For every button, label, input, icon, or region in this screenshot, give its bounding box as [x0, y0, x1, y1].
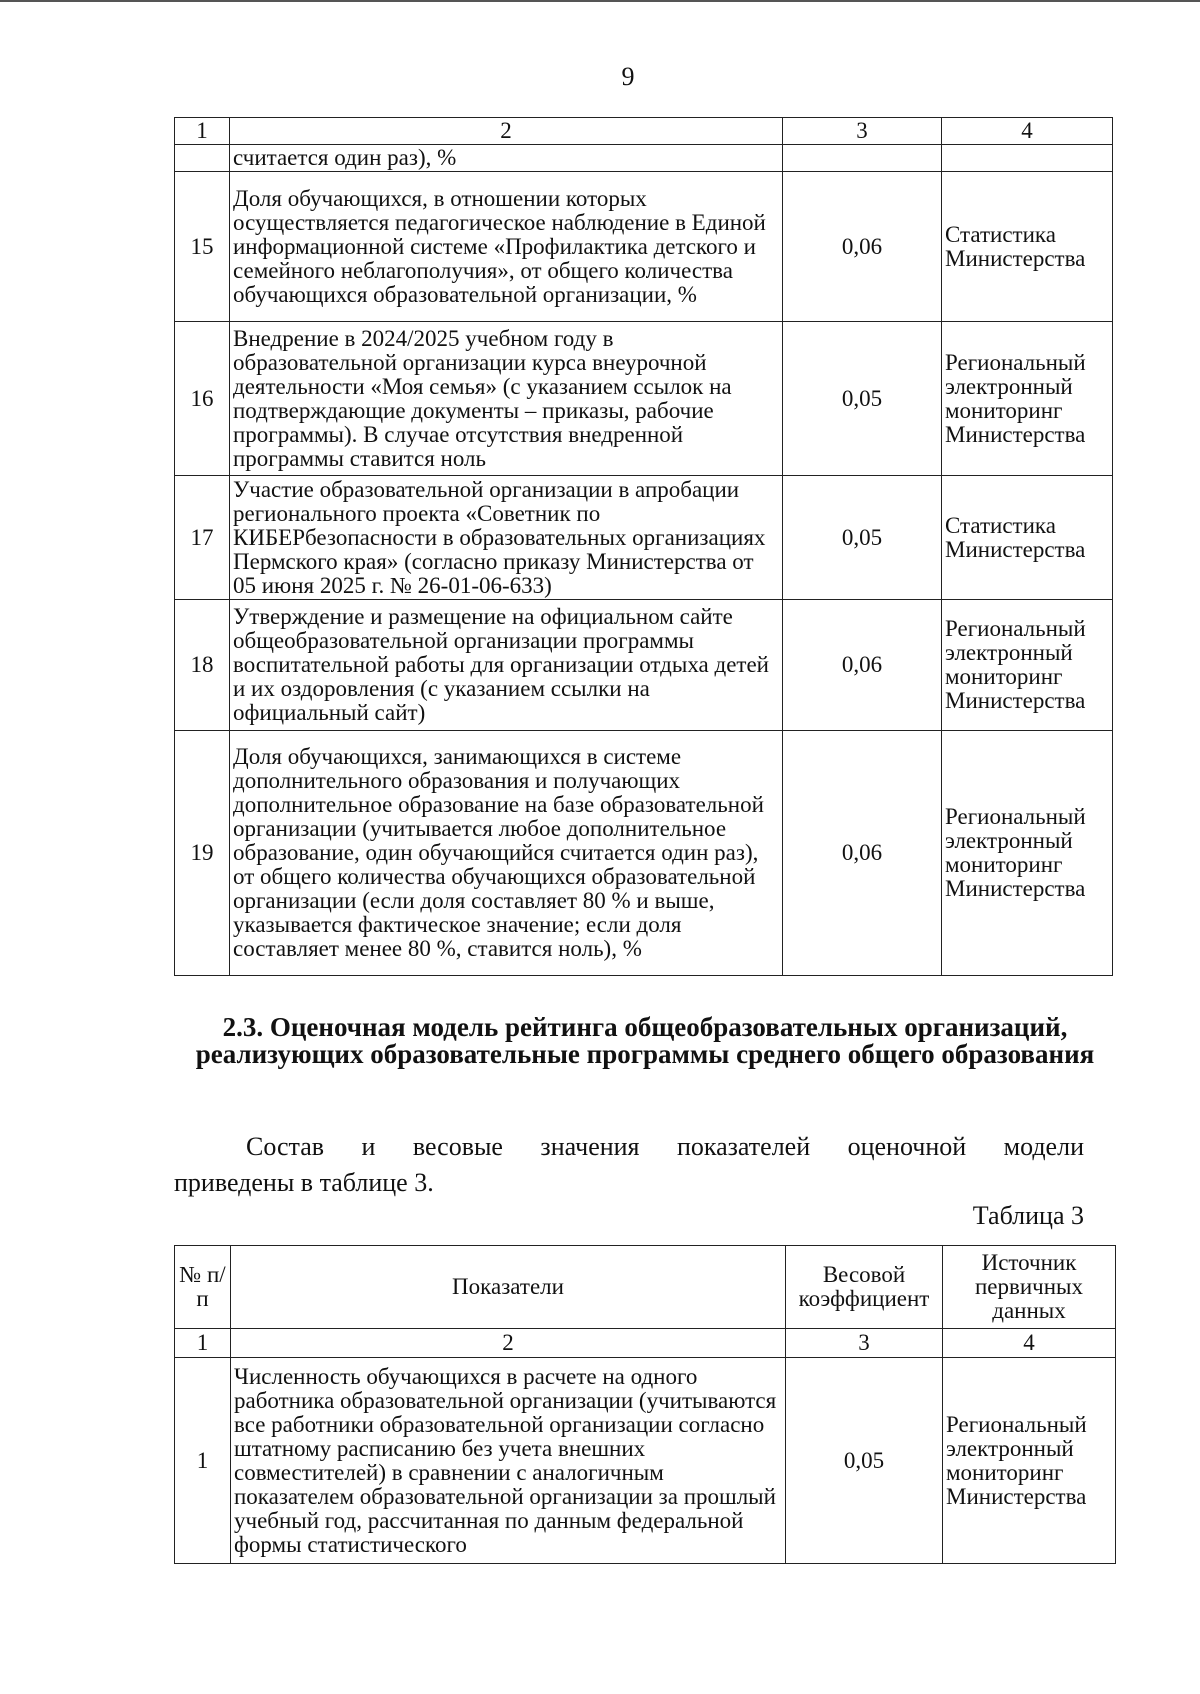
data-source	[942, 145, 1113, 172]
col-number-1: 1	[175, 1329, 231, 1358]
data-source: Региональный электронный мониторинг Министерства	[943, 1358, 1116, 1564]
indicator-text: Доля обучающихся, занимающихся в системе дополнительного образования и получающих дополнительное образование на базе образовательной организации (учитывается любое дополнительное образование, один обучающийся считается один раз), от общего количества обучающихся образовательной организации (если доля составляет 80 % и выше, указывается фактическое значение; если доля составляет менее 80 %, ставится ноль), %	[230, 731, 783, 976]
indicator-text: Численность обучающихся в расчете на одного работника образовательной организации (учитываются все работники образовательной организации согласно штатному расписанию без учета внешних совместителей) в сравнении с аналогичным показателем образовательной организации за прошлый учебный год, рассчитанная по данным федеральной формы статистического	[231, 1358, 786, 1564]
intro-paragraph	[174, 1129, 1084, 1201]
row-number: 15	[175, 172, 230, 322]
indicator-text: Доля обучающихся, в отношении которых осуществляется педагогическое наблюдение в Единой информационной системе «Профилактика детского и семейного неблагополучия», от общего количества обучающихся образовательной организации, %	[230, 172, 783, 322]
col-number-4: 4	[943, 1329, 1116, 1358]
table-head-row	[175, 1246, 1116, 1329]
row-number: 16	[175, 322, 230, 476]
row-number	[175, 145, 230, 172]
row-number: 19	[175, 731, 230, 976]
col-number-2: 2	[231, 1329, 786, 1358]
head-indicators: Показатели	[231, 1246, 786, 1329]
weight-value: 0,05	[783, 322, 942, 476]
table-3	[174, 1245, 1116, 1564]
indicator-text: Утверждение и размещение на официальном сайте общеобразовательной организации программы воспитательной работы для организации отдыха детей и их оздоровления (с указанием ссылки на официальный сайт)	[230, 600, 783, 731]
scan-edge-line	[0, 0, 1200, 2]
data-source: Региональный электронный мониторинг Министерства	[942, 600, 1113, 731]
data-source: Региональный электронный мониторинг Министерства	[942, 731, 1113, 976]
indicators-table-continued	[174, 117, 1113, 976]
row-number: 18	[175, 600, 230, 731]
table-caption: Таблица 3	[972, 1201, 1084, 1230]
table-row	[175, 1358, 1116, 1564]
table-row	[175, 145, 1113, 172]
section-heading: 2.3. Оценочная модель рейтинга общеобразовательных организаций, реализующих образовательные программы среднего общего образования	[195, 1012, 1095, 1069]
weight-value: 0,06	[783, 600, 942, 731]
col-number-2: 2	[230, 118, 783, 145]
head-number: № п/п	[175, 1246, 231, 1329]
weight-value: 0,06	[783, 731, 942, 976]
table-row	[175, 600, 1113, 731]
weight-value	[783, 145, 942, 172]
row-number: 17	[175, 476, 230, 600]
table-row	[175, 322, 1113, 476]
head-weight: Весовой коэффициент	[786, 1246, 943, 1329]
col-number-4: 4	[942, 118, 1113, 145]
data-source: Региональный электронный мониторинг Министерства	[942, 322, 1113, 476]
column-number-row	[175, 1329, 1116, 1358]
column-number-row	[175, 118, 1113, 145]
indicator-text: считается один раз), %	[230, 145, 783, 172]
data-source: Статистика Министерства	[942, 476, 1113, 600]
indicator-text: Участие образовательной организации в апробации регионального проекта «Советник по КИБЕРбезопасности в образовательных организациях Пермского края» (согласно приказу Министерства от 05 июня 2025 г. № 26-01-06-633)	[230, 476, 783, 600]
table-row	[175, 731, 1113, 976]
paragraph-line: приведены в таблице 3.	[174, 1168, 434, 1197]
table-row	[175, 172, 1113, 322]
col-number-3: 3	[783, 118, 942, 145]
paragraph-line: Состав и весовые значения показателей оценочной модели	[246, 1132, 1084, 1161]
table-row	[175, 476, 1113, 600]
weight-value: 0,06	[783, 172, 942, 322]
weight-value: 0,05	[783, 476, 942, 600]
data-source: Статистика Министерства	[942, 172, 1113, 322]
indicator-text: Внедрение в 2024/2025 учебном году в образовательной организации курса внеурочной деятельности «Моя семья» (с указанием ссылок на подтверждающие документы – приказы, рабочие программы). В случае отсутствия внедренной программы ставится ноль	[230, 322, 783, 476]
col-number-1: 1	[175, 118, 230, 145]
head-source: Источник первичных данных	[943, 1246, 1116, 1329]
page-number: 9	[621, 62, 635, 91]
weight-value: 0,05	[786, 1358, 943, 1564]
row-number: 1	[175, 1358, 231, 1564]
col-number-3: 3	[786, 1329, 943, 1358]
